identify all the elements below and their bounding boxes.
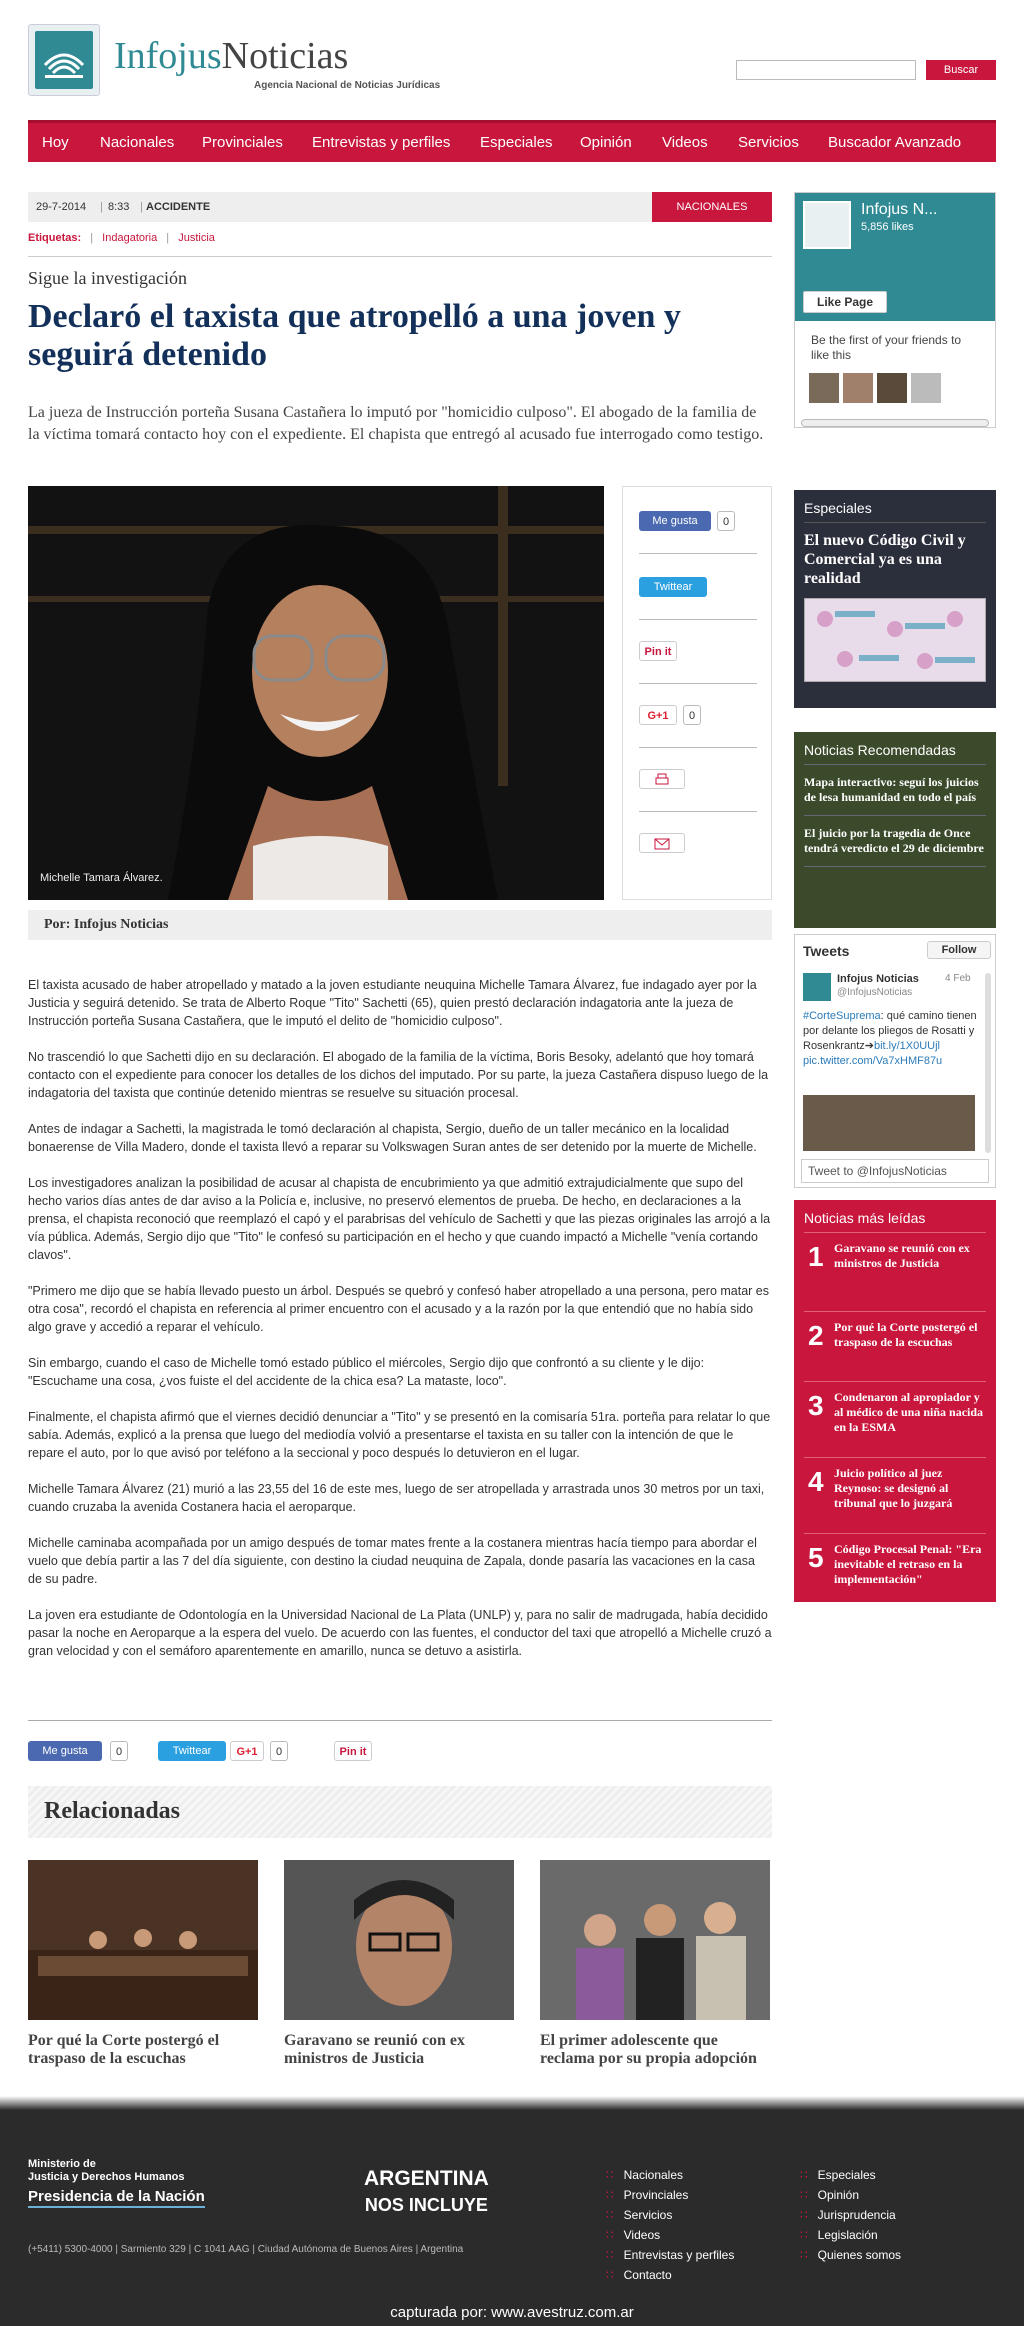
logo-subtitle: Agencia Nacional de Noticias Jurídicas [254, 80, 441, 91]
facebook-banner [795, 193, 995, 321]
tweet-handle[interactable]: @InfojusNoticias [837, 987, 913, 998]
footer-link[interactable]: ∷ Nacionales [606, 2168, 684, 2182]
rank-number: 2 [808, 1320, 824, 1351]
separator: | [100, 201, 103, 213]
footer-link[interactable]: ∷ Videos [606, 2228, 661, 2242]
most-read-item[interactable] [804, 1533, 986, 1603]
avatar[interactable] [877, 373, 907, 403]
nav-item-provinciales[interactable]: Provinciales [202, 134, 283, 151]
like-count: 0 [110, 1741, 128, 1761]
tweet-hashtag[interactable]: #CorteSuprema [803, 1010, 881, 1022]
widget-scrollbar[interactable] [801, 419, 989, 427]
separator: | [140, 201, 143, 213]
especiales-image[interactable] [804, 598, 986, 682]
search-button[interactable]: Buscar [926, 60, 996, 80]
body-paragraph: Los investigadores analizan la posibilidad de acusar al chapista de encubrimiento ya que admitió extrajudicialmente que supo del hecho varios días antes de dar aviso a la Policía e, inclusive, no preservó elementos de prueba. De hecho, en declaraciones a la prensa, el chapista reconoció que reemplazó el capó y el parabrisas del vehículo de Sachetti y que las piezas originales las arrojó a la vía pública. Además, Sergio dijo que "Tito" le confesó su participación en el hecho y que cuando impactó a Michelle "venía cortando clavos". [28, 1176, 771, 1262]
email-icon[interactable] [639, 833, 685, 853]
site-footer [0, 2110, 1024, 2326]
facebook-widget [794, 192, 996, 428]
most-read-link[interactable]: Juicio político al juez Reynoso: se designó al tribunal que lo juzgará [834, 1466, 953, 1510]
rank-number: 4 [808, 1466, 824, 1497]
tweet-text: #CorteSuprema: qué camino tienen por delante los pliegos de Rosatti y Rosenkrantz➔bit.ly/1X0UUjl pic.twitter.com/Va7xHMF87u [803, 1010, 977, 1067]
friend-avatars [809, 373, 941, 408]
nav-item-nacionales[interactable]: Nacionales [100, 134, 175, 151]
body-paragraph: Michelle Tamara Álvarez (21) murió a las 23,55 del 16 de este mes, luego de ser atropellada y arrastrada unos 30 metros por un taxi, cuando cruzaba la avenida Costanera hacia el aeroparque. [28, 1482, 765, 1514]
footer-link[interactable]: ∷ Servicios [606, 2208, 673, 2222]
most-read-title: Noticias más leídas [804, 1210, 926, 1226]
tweet-image[interactable] [803, 1095, 975, 1151]
article-lead: La jueza de Instrucción porteña Susana Castañera lo imputó por "homicidio culposo". El abogado de la familia de la víctima tomará contacto hoy con el expediente. El chapista que entregó al acusado fue interrogado como testigo. [28, 404, 764, 443]
most-read-link[interactable]: Garavano se reunió con ex ministros de Justicia [834, 1241, 970, 1270]
body-paragraph: Antes de indagar a Sachetti, la magistrada le tomó declaración al chapista, Sergio, dueño de un taller mecánico en la localidad bonaerense de Villa Madero, donde el taxista llevó a reparar su Volkswagen Suran antes de ser detenido por la muerte de Michelle. [28, 1122, 757, 1154]
tag-link[interactable]: Indagatoria [102, 232, 158, 244]
main-nav [28, 120, 996, 162]
site-header [28, 22, 998, 102]
article-time: 8:33 [108, 201, 130, 213]
recommended-box [794, 732, 996, 928]
tweet-button[interactable]: Twittear [158, 1741, 226, 1761]
divider [639, 619, 757, 620]
divider [28, 1720, 772, 1721]
footer-link[interactable]: ∷ Jurisprudencia [800, 2208, 896, 2222]
twitter-widget [794, 934, 996, 1188]
article-meta-bar [28, 192, 772, 222]
body-paragraph: Michelle caminaba acompañada por un amigo después de tomar mates frente a la costanera mientras hacía tiempo para abordar el vuelo que debía partir a las 7 del día siguiente, con destino la ciudad neuquina de Zapala, donde pasaría las vacaciones en la casa de su padre. [28, 1536, 757, 1586]
logo-text[interactable]: InfojusNoticias [114, 35, 349, 77]
article-photo [28, 486, 604, 900]
related-thumbnail[interactable] [540, 1860, 770, 2020]
tweet-pic-link[interactable]: pic.twitter.com/Va7xHMF87u [803, 1055, 943, 1067]
capture-watermark: capturada por: www.avestruz.com.ar [390, 2304, 634, 2321]
footer-link[interactable]: ∷ Contacto [606, 2268, 672, 2282]
twitter-scrollbar[interactable] [985, 973, 991, 1153]
avatar[interactable] [843, 373, 873, 403]
especiales-title[interactable]: Especiales [804, 500, 872, 516]
footer-link[interactable]: ∷ Opinión [800, 2188, 860, 2202]
body-paragraph: No trascendió lo que Sachetti dijo en su declaración. El abogado de la familia de la víctima, Boris Besoky, adelantó que hoy tomará contacto con el expediente para conocer los detalles de los dichos del imputado. Por su parte, la jueza Castañera dispuso luego de la indagatoria del taxista que continúe detenido mientras se resuelve su situación procesal. [28, 1050, 769, 1100]
tags-label: Etiquetas: [28, 232, 82, 244]
tag-link[interactable]: Justicia [178, 232, 215, 244]
nav-item-servicios[interactable]: Servicios [738, 134, 799, 151]
logo-icon[interactable] [28, 24, 100, 96]
divider [28, 256, 772, 257]
especiales-box [794, 490, 996, 708]
rank-number: 1 [808, 1241, 824, 1272]
print-icon[interactable] [639, 769, 685, 789]
facebook-page-name[interactable]: Infojus N... [861, 201, 938, 218]
google-plus-button[interactable]: G+1 [639, 705, 677, 725]
photo-caption: Michelle Tamara Álvarez. [40, 872, 163, 884]
page-logo-icon[interactable] [803, 201, 851, 249]
divider [639, 811, 757, 812]
avatar[interactable] [911, 373, 941, 403]
facebook-like-button[interactable]: Me gusta [28, 1741, 102, 1761]
related-item[interactable] [540, 1860, 770, 2068]
related-item[interactable] [284, 1860, 514, 2068]
especiales-headline[interactable]: El nuevo Código Civil y Comercial ya es una realidad [804, 532, 966, 587]
most-read-link[interactable]: Condenaron al apropiador y al médico de una niña nacida en la ESMA [834, 1390, 984, 1434]
article-date: 29-7-2014 [36, 201, 87, 213]
footer-link[interactable]: ∷ Especiales [800, 2168, 876, 2182]
tweet-button[interactable]: Twittear [639, 577, 707, 597]
pinterest-button[interactable]: Pin it [639, 641, 677, 661]
google-plus-button[interactable]: G+1 [230, 1741, 264, 1761]
related-title-link[interactable]: Por qué la Corte postergó el traspaso de la escuchas [28, 2032, 220, 2067]
tweet-date: 4 Feb [945, 973, 971, 984]
related-title: Relacionadas [44, 1798, 181, 1824]
article-body [28, 976, 772, 1678]
ministry-logo[interactable]: Ministerio de Justicia y Derechos Humanos Presidencia de la Nación [28, 2158, 205, 2208]
tags-row: Etiquetas: | Indagatoria | Justicia [28, 232, 215, 244]
body-paragraph: Finalmente, el chapista afirmó que el viernes decidió denunciar a "Tito" y se presentó en la comisaría 51ra. porteña para relatar lo que sabía. Además, explicó a la prensa que luego del mediodía volvió a presentarse el taxista en su taller con la intención de que le repare el auto, por lo que avisó por teléfono a la seccional y poco después lo detuvieron en el lugar. [28, 1410, 771, 1460]
tweet-link[interactable]: bit.ly/1X0UUjl [873, 1040, 940, 1052]
most-read-box [794, 1200, 996, 1602]
footer-link[interactable]: ∷ Entrevistas y perfiles [606, 2248, 735, 2262]
nav-item-hoy[interactable]: Hoy [42, 134, 69, 151]
share-column [622, 486, 772, 900]
article-kicker: Sigue la investigación [28, 268, 187, 288]
like-count: 0 [717, 511, 735, 531]
facebook-friends-text: Be the first of your friends to like this [811, 333, 962, 362]
facebook-like-page-button[interactable]: Like Page [803, 291, 887, 313]
article-headline: Declaró el taxista que atropelló a una joven y seguirá detenido [28, 298, 681, 373]
body-paragraph: La joven era estudiante de Odontología en la Universidad Nacional de La Plata (UNLP) y, para no salir de madrugada, había decidido pasar la noche en Aeroparque a la espera del vuelo. De acuerdo con las fuentes, el conductor del taxi que atropelló a Michelle cruzó a gran velocidad y con el semáforo aparentemente en amarillo, nunca se detuvo a asistirla. [28, 1608, 772, 1658]
bottom-share-bar [28, 1741, 772, 1761]
article-category[interactable]: ACCIDENTE [146, 201, 211, 213]
tweets-title: Tweets [803, 943, 850, 959]
gplus-count: 0 [683, 705, 701, 725]
avatar[interactable] [809, 373, 839, 403]
divider [639, 553, 757, 554]
related-thumbnail[interactable] [284, 1860, 514, 2020]
gplus-count: 0 [270, 1741, 288, 1761]
nav-item-buscador[interactable]: Buscador Avanzado [828, 134, 962, 151]
divider [639, 683, 757, 684]
footer-address: (+5411) 5300-4000 | Sarmiento 329 | C 1041 AAG | Ciudad Autónoma de Buenos Aires | Argentina [28, 2244, 464, 2255]
most-read-item[interactable] [804, 1457, 986, 1533]
search-input[interactable] [736, 60, 916, 80]
twitter-follow-button[interactable]: Follow [927, 941, 991, 959]
related-title-link[interactable]: El primer adolescente que reclama por su propia adopción [540, 2032, 757, 2067]
most-read-link[interactable]: Por qué la Corte postergó el traspaso de la escuchas [834, 1320, 978, 1349]
body-paragraph: El taxista acusado de haber atropellado y matado a la joven estudiante neuquina Michelle Tamara Álvarez, fue indagado ayer por la Justicia y seguirá detenido. Se trata de Alberto Roque "Tito" Sachetti (65), quien prestó declaración indagatoria ante la jueza de Instrucción porteña Susana Castañera, que le imputó el delito de "homicidio culposo". [28, 978, 757, 1028]
rank-number: 3 [808, 1390, 824, 1421]
most-read-item[interactable] [804, 1241, 986, 1311]
recommended-link[interactable]: El juicio por la tragedia de Once tendrá veredicto el 29 de diciembre [804, 826, 984, 855]
body-paragraph: Sin embargo, cuando el caso de Michelle tomó estado público el miércoles, Sergio dijo que confrontó a su cliente y le dijo: "Escuchame una cosa, ¿vos fuiste el del accidente de la chica esa? La mataste, loco". [28, 1356, 705, 1388]
pinterest-button[interactable]: Pin it [334, 1741, 372, 1761]
tweet-user[interactable]: Infojus Noticias [837, 973, 919, 985]
most-read-item[interactable] [804, 1381, 986, 1457]
nav-item-entrevistas[interactable]: Entrevistas y perfiles [312, 134, 451, 151]
byline: Por: Infojus Noticias [28, 910, 772, 940]
nav-item-opinion[interactable]: Opinión [580, 134, 632, 151]
footer-link[interactable]: ∷ Provinciales [606, 2188, 689, 2202]
footer-link[interactable]: ∷ Quienes somos [800, 2248, 902, 2262]
related-thumbnail[interactable] [28, 1860, 258, 2020]
rank-number: 5 [808, 1542, 824, 1573]
facebook-like-button[interactable]: Me gusta [639, 511, 711, 531]
nav-item-especiales[interactable]: Especiales [480, 134, 553, 151]
related-item[interactable] [28, 1860, 258, 2068]
facebook-likes: 5,856 likes [861, 221, 914, 233]
argentina-logo: ARGENTINA NOS INCLUYE [364, 2167, 489, 2215]
related-title-link[interactable]: Garavano se reunió con ex ministros de Justicia [284, 2032, 466, 2067]
nav-item-videos[interactable]: Videos [662, 134, 708, 151]
most-read-item[interactable] [804, 1311, 986, 1381]
recommended-link[interactable]: Mapa interactivo: seguí los juicios de lesa humanidad en todo el país [804, 775, 979, 804]
section-badge[interactable]: NACIONALES [652, 192, 772, 222]
recommended-title: Noticias Recomendadas [804, 742, 956, 758]
body-paragraph: "Primero me dijo que se había llevado puesto un árbol. Después se quebró y confesó haber atropellado a una persona, pero matar es otra cosa", recordó el chapista en referencia al primer encuentro con el acusado y a la razón por la que entendió que no había sido algo grave y accedió a reparar el vehículo. [28, 1284, 770, 1334]
tweet-to-input[interactable]: Tweet to @InfojusNoticias [801, 1159, 989, 1183]
twitter-avatar[interactable] [803, 973, 831, 1001]
related-header [28, 1786, 772, 1838]
footer-link[interactable]: ∷ Legislación [800, 2228, 878, 2242]
most-read-link[interactable]: Código Procesal Penal: "Era inevitable el retraso en la implementación" [834, 1542, 982, 1586]
divider [639, 747, 757, 748]
